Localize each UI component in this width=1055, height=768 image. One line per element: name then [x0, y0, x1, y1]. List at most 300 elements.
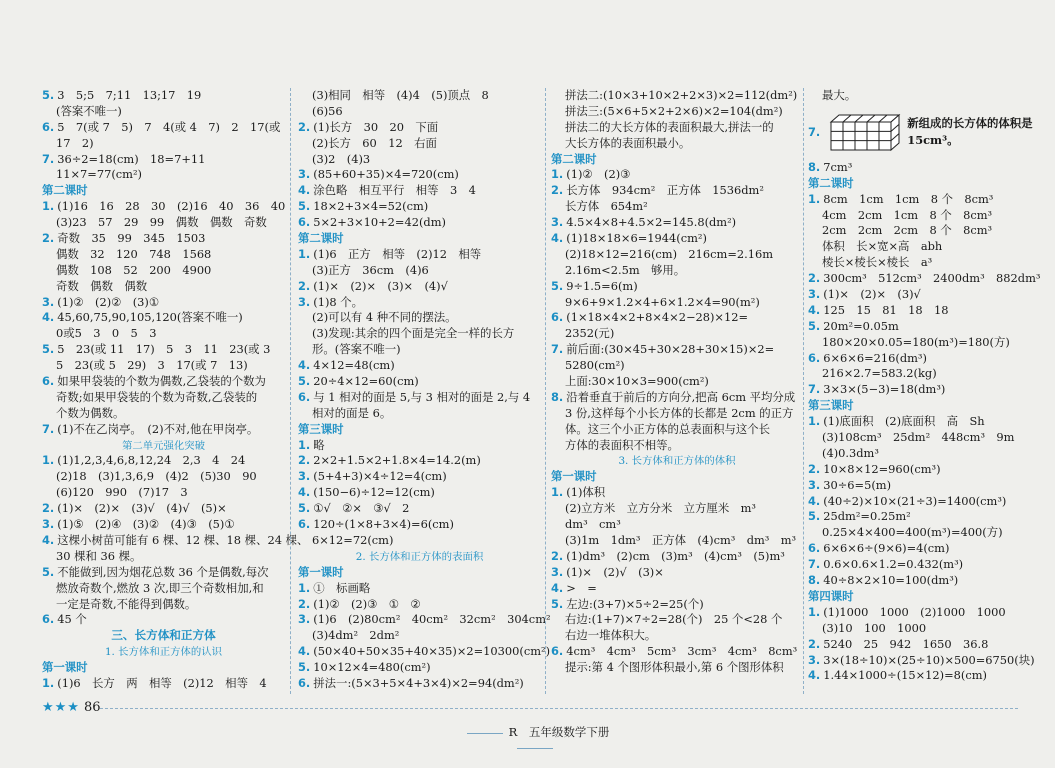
answer-line	[808, 319, 1018, 335]
answer-line	[298, 279, 541, 295]
answer-text: 偶数 108 52 200 4900	[56, 262, 212, 277]
question-number: 5.	[42, 342, 55, 357]
answer-text: 不能做到,因为烟花总数 36 个是偶数,每次	[57, 564, 269, 579]
section-title-text: 2. 长方体和正方体的表面积	[355, 550, 484, 563]
answer-line	[298, 581, 541, 597]
lesson-heading	[808, 176, 1018, 192]
answer-text: (1)长方 30 20 下面	[313, 119, 439, 134]
lesson-heading-text: 第二课时	[298, 231, 344, 246]
answer-text: 5 23(或 11 17) 5 3 11 23(或 3	[57, 342, 271, 357]
answer-text: 125 15 81 18 18	[823, 302, 949, 317]
answer-text: 25dm²=0.25m²	[823, 509, 911, 524]
answer-line	[808, 557, 1018, 573]
answer-line	[298, 167, 541, 183]
answer-line	[808, 335, 1018, 351]
answer-line	[551, 581, 803, 597]
answer-line	[551, 597, 803, 613]
answer-line	[298, 104, 541, 120]
answer-text: 5×2+3×10+2=42(dm)	[313, 215, 446, 230]
question-number: 5.	[808, 318, 821, 333]
answer-line-with-figure	[808, 104, 1033, 160]
question-number: 5.	[298, 501, 311, 516]
answer-text: 45 个	[57, 612, 87, 627]
question-number: 5.	[551, 278, 564, 293]
answer-text: 拼法二:(10×3+10×2+2×3)×2=112(dm²)	[565, 88, 798, 102]
answer-text: 5 23(或 5 29) 3 17(或 7 13)	[56, 358, 248, 373]
answer-text: 6×12=72(cm)	[312, 532, 394, 547]
answer-line	[298, 453, 541, 469]
answer-text: 5 7(或 7 5) 7 4(或 4 7) 2 17(或	[57, 119, 281, 134]
section-title-text: 第二单元强化突破	[121, 439, 206, 452]
answer-line	[808, 446, 1018, 462]
answer-line	[551, 438, 803, 454]
answer-text: 上面:30×10×3=900(cm²)	[565, 374, 709, 389]
answer-line	[551, 501, 803, 517]
lesson-heading-text: 第二课时	[808, 175, 854, 190]
answer-text: 8cm 1cm 1cm 8 个 8cm³	[823, 191, 994, 206]
answer-line	[808, 509, 1018, 525]
section-title	[42, 438, 285, 454]
question-number: 6.	[42, 119, 55, 134]
answer-line	[42, 104, 285, 120]
answer-line	[808, 208, 1018, 224]
answer-text: (3)4dm² 2dm²	[312, 628, 400, 643]
answer-text: 0.25×4×400=400(m³)=400(方)	[822, 525, 1003, 540]
answer-text: (1)② (2)② (3)①	[57, 294, 160, 309]
answer-line	[551, 644, 803, 660]
answer-line	[298, 406, 541, 422]
answer-text: 4cm 2cm 1cm 8 个 8cm³	[822, 207, 993, 222]
cuboid-blocks-figure	[823, 112, 897, 152]
lesson-heading-text: 第四课时	[808, 588, 854, 603]
question-number: 4.	[298, 358, 311, 373]
answer-text: 18×2+3×4=52(cm)	[313, 199, 429, 214]
answer-line	[42, 485, 285, 501]
answer-line	[551, 183, 803, 199]
question-number: 2.	[298, 453, 311, 468]
answer-line	[551, 358, 803, 374]
question-number: 4.	[298, 485, 311, 500]
answer-line	[298, 438, 541, 454]
question-number: 6.	[298, 517, 311, 532]
answer-text: 45,60,75,90,105,120(答案不唯一)	[57, 310, 243, 325]
question-number: 3.	[551, 564, 564, 579]
answer-text: (6)56	[312, 103, 343, 118]
question-number: 2.	[551, 183, 564, 198]
answer-text: 左边:(3+7)×5÷2=25(个)	[566, 596, 704, 611]
question-number: 1.	[298, 580, 311, 595]
column-1	[42, 88, 309, 696]
answer-line	[42, 88, 285, 104]
answer-line	[551, 326, 803, 342]
lesson-heading	[808, 398, 1018, 414]
answer-text: 方体的表面积不相等。	[565, 437, 679, 452]
answer-text: (1)底面积 (2)底面积 高 Sh	[823, 414, 985, 429]
answer-line	[808, 462, 1018, 478]
answer-line	[298, 676, 541, 692]
answer-line	[42, 676, 285, 692]
answer-text: 4×12=48(cm)	[313, 358, 395, 373]
answer-text: (6)120 990 (7)17 3	[56, 485, 188, 500]
answer-text: (1)6 长方 两 相等 (2)12 相等 4	[57, 675, 267, 690]
answer-text: (1)② (2)③ ① ②	[313, 596, 421, 611]
answer-line	[42, 247, 285, 263]
answer-line	[808, 366, 1018, 382]
answer-text: 这棵小树苗可能有 6 棵、12 棵、18 棵、24 棵、	[57, 532, 309, 547]
answer-line	[298, 152, 541, 168]
answer-text: (5+4+3)×4÷12=4(cm)	[313, 469, 447, 484]
answer-text: (1)6 (2)80cm² 40cm² 32cm² 304cm²	[313, 612, 551, 627]
answer-line	[42, 310, 285, 326]
answer-text: (1)16 16 28 30 (2)16 40 36 40	[57, 199, 286, 214]
answer-text: 2cm 2cm 2cm 8 个 8cm³	[822, 223, 993, 238]
answer-text: (2)18 (3)1,3,6,9 (4)2 (5)30 90	[56, 469, 257, 484]
answer-line	[551, 660, 803, 676]
answer-text: 形。(答案不唯一)	[312, 342, 401, 357]
answer-text: (3)相同 相等 (4)4 (5)顶点 8	[312, 88, 489, 102]
question-number: 4.	[551, 580, 564, 595]
question-number: 7.	[808, 557, 821, 572]
answer-line	[551, 199, 803, 215]
answer-line	[42, 326, 285, 342]
question-number: 6.	[808, 541, 821, 556]
answer-line	[551, 279, 803, 295]
question-number: 3.	[298, 469, 311, 484]
question-number: 6.	[551, 310, 564, 325]
answer-text: 300cm³ 512cm³ 2400dm³ 882dm³	[823, 271, 1041, 286]
answer-text: (1)× (2)× (3)√ (4)√ (5)×	[57, 501, 227, 516]
answer-text: 长方体 654m²	[565, 199, 648, 214]
question-number: 2.	[298, 278, 311, 293]
section-title	[298, 549, 541, 565]
answer-line	[551, 342, 803, 358]
answer-text: (150−6)÷12=12(cm)	[313, 485, 435, 500]
answer-line	[808, 414, 1018, 430]
question-number: 4.	[298, 644, 311, 659]
question-number: 2.	[808, 271, 821, 286]
answer-line	[808, 287, 1018, 303]
answer-line	[808, 160, 1018, 176]
question-number: 2.	[42, 231, 55, 246]
question-number: 5.	[808, 509, 821, 524]
answer-text: 3 5;5 7;11 13;17 19	[57, 88, 202, 102]
question-number: 1.	[42, 675, 55, 690]
lesson-heading-text: 第一课时	[42, 660, 88, 675]
answer-text: 右边一堆体积大。	[565, 628, 657, 643]
question-number: 7.	[808, 382, 821, 397]
answer-text: 奇数 偶数 偶数	[56, 278, 148, 293]
chapter-title-text: 三、长方体和正方体	[111, 628, 216, 643]
question-number: 2.	[298, 596, 311, 611]
answer-text: 涂色略 相互平行 相等 3 4	[313, 183, 476, 198]
answer-line	[298, 628, 541, 644]
answer-line	[42, 231, 285, 247]
answer-text: 2×2+1.5×2+1.8×4=14.2(m)	[313, 453, 481, 468]
question-number: 4.	[298, 183, 311, 198]
section-title	[551, 453, 803, 469]
chapter-title	[42, 628, 285, 644]
answer-line	[298, 295, 541, 311]
answer-text: 4.5×4×8+4.5×2=145.8(dm²)	[566, 215, 737, 230]
answer-line	[42, 406, 285, 422]
question-number: 4.	[42, 532, 55, 547]
answer-text: 如果甲袋装的个数为偶数,乙袋装的个数为	[57, 374, 266, 389]
answer-text: (1)18×18×6=1944(cm²)	[566, 231, 707, 246]
answer-text: (3)正方 36cm (4)6	[312, 262, 429, 277]
question-number: 6.	[808, 350, 821, 365]
answer-line	[42, 581, 285, 597]
question-number: 3.	[808, 652, 821, 667]
answer-text: 燃放奇数个,燃放 3 次,即三个奇数相加,和	[56, 580, 264, 595]
book-title-footer	[440, 724, 630, 754]
answer-line	[551, 406, 803, 422]
answer-text: (1)1,2,3,4,6,8,12,24 2,3 4 24	[57, 453, 246, 468]
answer-line	[808, 382, 1018, 398]
lesson-heading-text: 第二课时	[42, 183, 88, 198]
lesson-heading-text: 第一课时	[551, 469, 597, 484]
answer-line	[551, 517, 803, 533]
answer-text: (1)体积	[566, 485, 606, 500]
question-number: 3.	[298, 167, 311, 182]
question-number: 5.	[42, 564, 55, 579]
answer-line	[551, 485, 803, 501]
answer-text: 长方体 934cm² 正方体 1536dm²	[566, 183, 764, 198]
column-divider	[545, 88, 546, 694]
answer-line	[808, 668, 1018, 684]
answer-line	[42, 469, 285, 485]
question-number: 6.	[42, 612, 55, 627]
question-number: 4.	[808, 668, 821, 683]
question-number: 8.	[808, 159, 821, 174]
answer-line	[298, 644, 551, 660]
answer-line	[551, 136, 803, 152]
answer-text: 拼法二的大长方体的表面积最大,拼法一的	[565, 119, 774, 134]
column-divider	[803, 88, 804, 694]
difficulty-stars: ★★★	[42, 700, 80, 715]
section-title-text: 3. 长方体和正方体的体积	[618, 455, 736, 468]
answer-text: 11×7=77(cm²)	[56, 167, 142, 182]
answer-line	[42, 453, 285, 469]
answer-line	[42, 295, 285, 311]
answer-line	[298, 597, 541, 613]
answer-text: 拼法一:(5×3+5×4+3×4)×2=94(dm²)	[313, 675, 524, 690]
answer-text: 体积 长×宽×高 abh	[822, 239, 943, 254]
answer-line	[298, 469, 541, 485]
answer-text: 216×2.7=583.2(kg)	[822, 366, 937, 381]
answer-text: (2)18×12=216(cm) 216cm=2.16m	[565, 246, 774, 261]
answer-text: (3)108cm³ 25dm² 448cm³ 9m	[822, 430, 1015, 445]
question-number: 1.	[808, 191, 821, 206]
answer-line	[551, 549, 803, 565]
answer-line	[551, 565, 803, 581]
footer-divider	[100, 708, 1018, 709]
answer-line	[42, 342, 285, 358]
answer-text: 个数为偶数。	[56, 405, 125, 420]
answer-text: 奇数;如果甲袋装的个数为奇数,乙袋装的	[56, 389, 258, 404]
answer-text: 拼法三:(5×6+5×2+2×6)×2=104(dm²)	[565, 103, 783, 118]
page-number: 86	[84, 700, 101, 715]
answer-text: 1.44×1000÷(15×12)=8(cm)	[823, 668, 987, 683]
lesson-heading	[298, 422, 541, 438]
question-number: 5.	[298, 199, 311, 214]
answer-text: 2352(元)	[565, 326, 615, 341]
answer-line	[551, 422, 803, 438]
answer-text: (1)6 正方 相等 (2)12 相等	[313, 246, 482, 261]
answer-line	[298, 215, 541, 231]
answer-text: (1)8 个。	[313, 294, 364, 309]
answer-line	[298, 517, 541, 533]
answer-text: (2)立方米 立方分米 立方厘米 m³	[565, 501, 756, 516]
answer-text: 棱长×棱长×棱长 a³	[822, 255, 933, 270]
figure-caption: 新组成的长方体的体积是 15cm³。	[907, 115, 1033, 147]
question-number: 6.	[298, 675, 311, 690]
answer-line	[298, 390, 541, 406]
answer-text: 5240 25 942 1650 36.8	[823, 636, 989, 651]
answer-text: 6×6×6÷(9×6)=4(cm)	[823, 541, 950, 556]
answer-line	[42, 501, 285, 517]
answer-line	[42, 279, 285, 295]
column-divider	[290, 88, 291, 694]
answer-text: (1)⑤ (2)④ (3)② (4)③ (5)①	[57, 517, 235, 532]
answer-text: (40÷2)×10×(21÷3)=1400(cm³)	[823, 493, 1007, 508]
question-number: 2.	[808, 636, 821, 651]
answer-line	[42, 532, 309, 549]
question-number: 1.	[42, 453, 55, 468]
answer-line	[42, 422, 285, 438]
column-4	[808, 88, 1041, 696]
question-number: 5.	[298, 660, 311, 675]
answer-text: 20÷4×12=60(cm)	[313, 374, 419, 389]
lesson-heading-text: 第三课时	[808, 398, 854, 413]
answer-text: 奇数 35 99 345 1503	[57, 231, 206, 246]
question-number: 1.	[298, 437, 311, 452]
question-number: 3.	[42, 517, 55, 532]
answer-line	[298, 199, 541, 215]
answer-text: 右边:(1+7)×7÷2=28(个) 25 个<28 个	[565, 612, 783, 627]
question-number: 3.	[808, 477, 821, 492]
answer-text: (1)不在乙岗亭。 (2)不对,他在甲岗亭。	[57, 421, 259, 436]
answer-line	[808, 541, 1018, 557]
answer-line	[298, 136, 541, 152]
answer-text: 前后面:(30×45+30×28+30×15)×2=	[566, 342, 775, 357]
answer-text: dm³ cm³	[565, 517, 621, 532]
answer-text: (3)23 57 29 99 偶数 偶数 奇数	[56, 215, 267, 230]
question-number: 1.	[42, 199, 55, 214]
answer-text: ① 标画略	[313, 580, 371, 595]
answer-line	[42, 263, 285, 279]
answer-text: > =	[566, 580, 597, 595]
answer-text: (2)可以有 4 种不同的摆法。	[312, 310, 457, 325]
question-number: 5.	[551, 596, 564, 611]
answer-text: (1)× (2)× (3)√	[823, 287, 921, 302]
answer-line	[808, 605, 1018, 621]
answer-line	[298, 326, 541, 342]
answer-line	[808, 525, 1018, 541]
answer-line	[42, 374, 285, 390]
column-3	[551, 88, 803, 696]
answer-text: (3)2 (4)3	[312, 151, 371, 166]
answer-text: (3)发现:其余的四个面是完全一样的长方	[312, 326, 515, 341]
section-title	[42, 644, 285, 660]
question-number: 6.	[298, 215, 311, 230]
answer-text: 体。这三个小正方体的总表面积与这个长	[565, 421, 771, 436]
question-number: 6.	[298, 389, 311, 404]
lesson-heading	[42, 660, 285, 676]
question-number: 7.	[42, 421, 55, 436]
answer-line	[298, 263, 541, 279]
lesson-heading	[551, 469, 803, 485]
answer-line	[298, 612, 551, 628]
lesson-heading	[298, 565, 541, 581]
answer-line	[42, 565, 285, 581]
lesson-heading	[298, 231, 541, 247]
answer-line	[551, 247, 803, 263]
answer-line	[808, 351, 1018, 367]
answer-line	[551, 533, 803, 549]
lesson-heading	[551, 152, 803, 168]
question-number: 1.	[298, 246, 311, 261]
answer-line	[42, 215, 285, 231]
answer-line	[42, 167, 285, 183]
answer-text: 提示:第 4 个图形体积最小,第 6 个图形体积	[565, 660, 784, 675]
answer-line	[42, 358, 285, 374]
question-number: 3.	[42, 294, 55, 309]
answer-text: 3×3×(5−3)=18(dm³)	[823, 382, 946, 397]
answer-text: 30 棵和 36 棵。	[56, 548, 142, 563]
answer-text: 沿着垂直于前后的方向分,把高 6cm 平均分成	[566, 389, 796, 404]
answer-line	[551, 104, 803, 120]
answer-text: (1)× (2)× (3)× (4)√	[313, 278, 448, 293]
answer-line	[42, 199, 285, 215]
question-number: 7.	[551, 342, 564, 357]
answer-line	[808, 652, 1035, 669]
lesson-heading	[808, 589, 1018, 605]
answer-text: 偶数 32 120 748 1568	[56, 246, 212, 261]
question-number: 1.	[808, 414, 821, 429]
answer-text: 相对的面是 6。	[312, 405, 392, 420]
question-number: 2.	[551, 548, 564, 563]
answer-line	[551, 310, 803, 326]
question-number: 5.	[42, 88, 55, 102]
answer-line	[808, 223, 1018, 239]
answer-text: 180×20×0.05=180(m³)=180(方)	[822, 334, 1010, 349]
lesson-heading	[42, 183, 285, 199]
answer-line	[551, 120, 803, 136]
answer-line	[551, 612, 803, 628]
answer-line	[551, 88, 803, 104]
answer-line	[298, 183, 541, 199]
answer-text: (85+60+35)×4=720(cm)	[313, 167, 459, 182]
answer-line	[298, 247, 541, 263]
lesson-heading-text: 第二课时	[551, 151, 597, 166]
answer-line	[298, 501, 541, 517]
answer-line	[42, 152, 285, 168]
answer-line	[42, 549, 285, 565]
answer-text: (3)10 100 1000	[822, 620, 927, 635]
question-number: 2.	[808, 461, 821, 476]
answer-line	[551, 215, 803, 231]
answer-line	[298, 485, 541, 501]
question-number: 1.	[808, 604, 821, 619]
answer-text: 40÷8×2×10=100(dm³)	[823, 573, 959, 588]
question-number: 3.	[298, 612, 311, 627]
question-number: 6.	[42, 374, 55, 389]
answer-text: 6×6×6=216(dm³)	[823, 350, 927, 365]
answer-text: 一定是奇数,不能得到偶数。	[56, 596, 197, 611]
answer-text: 4cm³ 4cm³ 5cm³ 3cm³ 4cm³ 8cm³	[566, 644, 798, 659]
answer-line	[298, 120, 541, 136]
answer-text: (50×40+50×35+40×35)×2=10300(cm²)	[313, 644, 551, 659]
